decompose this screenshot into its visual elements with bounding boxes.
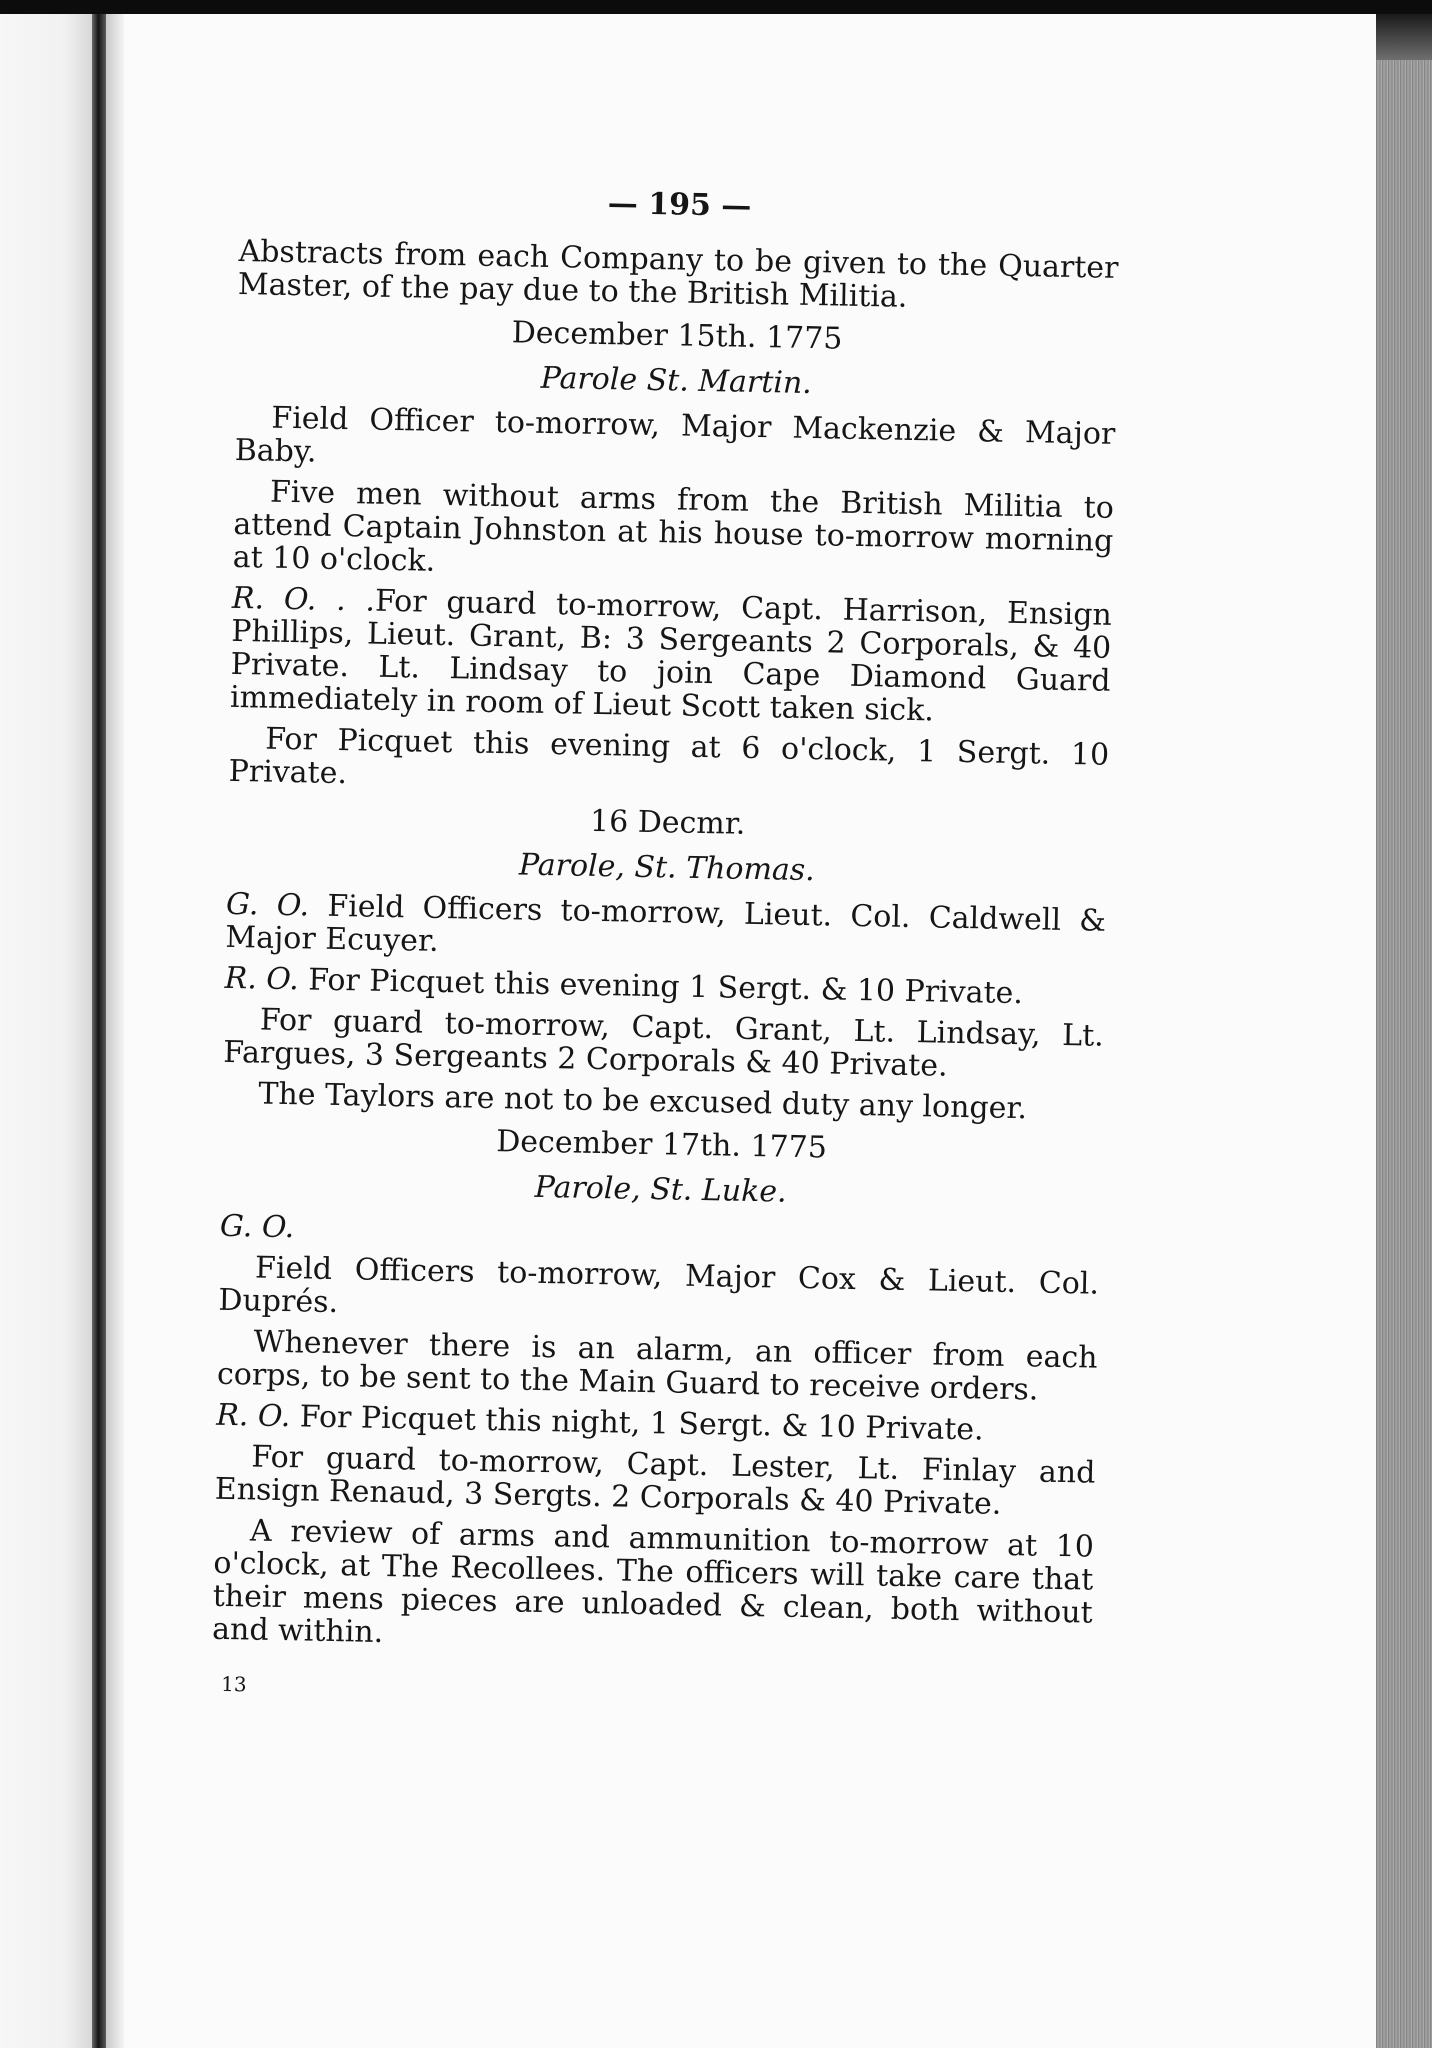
signature-mark: 13 xyxy=(220,1671,247,1697)
paragraph-alarm: Whenever there is an alarm, an officer from each corps, to be sent to the Main Guard to receive orders. xyxy=(216,1324,1098,1408)
paragraph-ro-guard xyxy=(230,582,1112,731)
paragraph-guard-lester: For guard to-morrow, Capt. Lester, Lt. Finlay and Ensign Renaud, 3 Sergts. 2 Corporals & 40 Private. xyxy=(214,1439,1096,1522)
page-edges-stack xyxy=(1376,60,1432,2048)
order-label: R. O. xyxy=(224,960,300,998)
paragraph-picquet-evening: For Picquet this evening at 6 o'clock, 1 Sergt. 10 Private. xyxy=(228,721,1110,792)
paragraph-go-field-officers xyxy=(225,888,1106,971)
paragraph-five-men: Five men without arms from the British Militia to attend Captain Johnston at his house to-morrow morning at 10 o'clock. xyxy=(232,474,1115,579)
parole-st-luke: Parole, St. Luke. xyxy=(534,1169,787,1210)
left-page-margin xyxy=(0,14,92,2048)
order-text: For Picquet this night, 1 Sergt. & 10 Private. xyxy=(299,1399,984,1448)
paragraph-field-officer: Field Officer to-morrow, Major Mackenzie & Major Baby. xyxy=(234,400,1116,470)
paragraph-guard-grant: For guard to-morrow, Capt. Grant, Lt. Lindsay, Lt. Fargues, 3 Sergeants 2 Corporals & 40 Private. xyxy=(222,1002,1105,1084)
paragraph-abstracts: Abstracts from each Company to be given to the Quarter Master, of the pay due to the British Militia. xyxy=(237,233,1119,315)
paragraph-field-officers-cox: Field Officers to-morrow, Major Cox & Lieut. Col. Duprés. xyxy=(218,1250,1100,1321)
date-heading-16-decmr: 16 Decmr. xyxy=(589,803,746,842)
scan-top-border xyxy=(0,0,1432,14)
page-text xyxy=(211,180,1120,1718)
order-label: G. O. xyxy=(225,886,310,924)
order-text: For guard to-morrow, Capt. Harrison, Ensign Phillips, Lieut. Grant, B: 3 Sergeants 2 Corporals, & 40 Private. Lt. Lindsay to join Cape Diamond Guard immediately in room of Lieut Scott taken sick. xyxy=(229,583,1113,729)
order-text: For Picquet this evening 1 Sergt. & 10 Private. xyxy=(307,962,1024,1012)
order-label-go: G. O. xyxy=(219,1208,295,1246)
book-spine xyxy=(92,14,106,2048)
spine-shadow xyxy=(106,14,124,2048)
parole-st-thomas: Parole, St. Thomas. xyxy=(518,847,816,889)
order-label: R. O. xyxy=(215,1397,291,1435)
order-text: Field Officers to-morrow, Lieut. Col. Caldwell & Major Ecuyer. xyxy=(225,888,1107,959)
page-number: — 195 — xyxy=(607,186,752,224)
date-heading-dec-17: December 17th. 1775 xyxy=(495,1124,828,1166)
parole-st-martin: Parole St. Martin. xyxy=(540,360,813,402)
order-label: R. O. . . xyxy=(231,580,376,619)
page-edge-top xyxy=(1376,14,1432,60)
paragraph-review-arms: A review of arms and ammunition to-morrow at 10 o'clock, at The Recollees. The officers will take care that their mens pieces are unloaded & clean, both without and within. xyxy=(211,1513,1095,1651)
date-heading-dec-15: December 15th. 1775 xyxy=(511,315,843,357)
paragraph-taylors: The Taylors are not to be excused duty any longer. xyxy=(258,1076,1028,1127)
